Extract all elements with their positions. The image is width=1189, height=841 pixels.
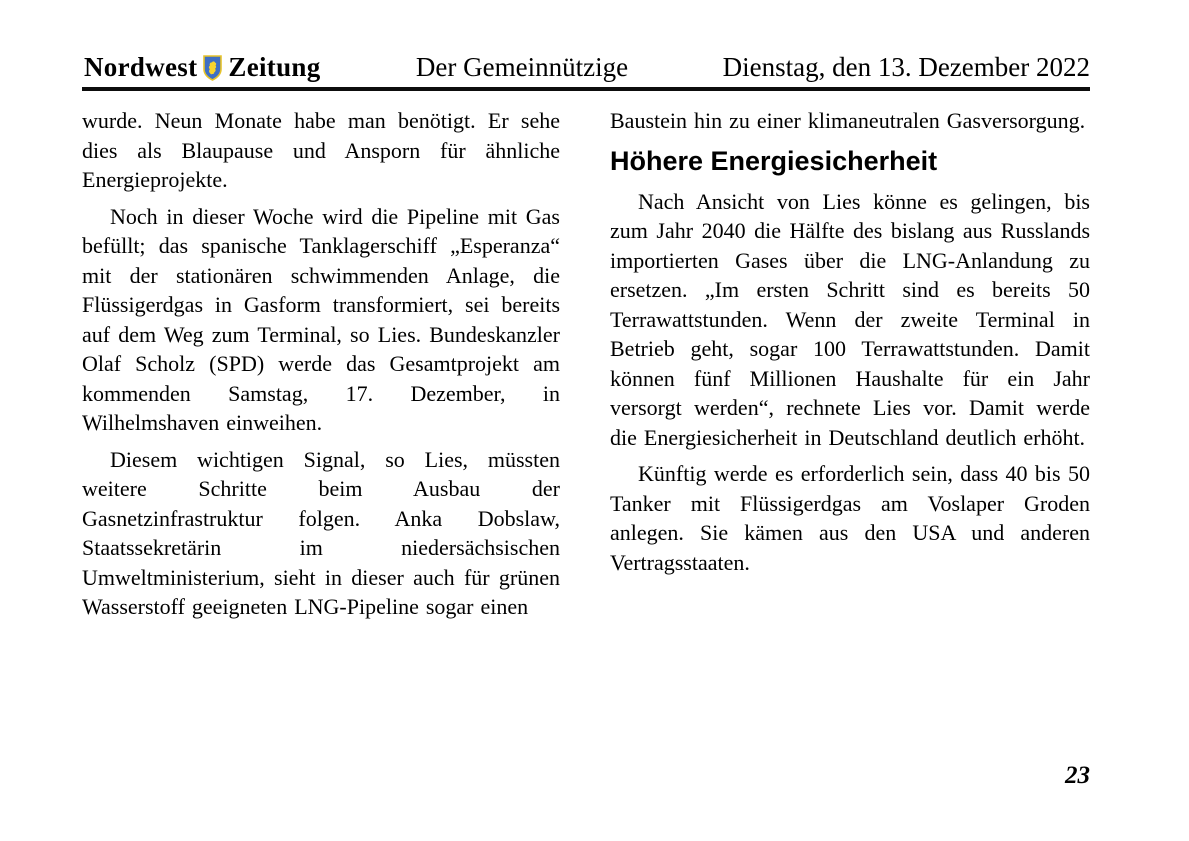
paragraph-continuation: Baustein hin zu einer klimaneutralen Gasversorgung.	[610, 108, 1086, 133]
paragraph: Nach Ansicht von Lies könne es gelingen, bis zum Jahr 2040 die Hälfte des bislang aus Russlands importierten Gases über die LNG-Anlandung zu ersetzen. „Im ersten Schritt sind es bereits 50 Terrawattstunden. Wenn der zweite Terminal in Betrieb geht, sogar 100 Terrawattstunden. Damit können fünf Millionen Haushalte für ein Jahr versorgt werden“, rechnete Lies vor. Damit werde die Energiesicherheit in Deutschland deutlich erhöht.	[610, 188, 1090, 450]
page-header	[82, 50, 1090, 83]
crest-shield-lion-icon	[203, 55, 222, 81]
paragraph: Noch in dieser Woche wird die Pipeline mit Gas befüllt; das spanische Tanklagerschiff „Esperanza“ mit der stationären schwimmenden Anlage, die Flüssigerdgas in Gasform transformiert, sei bereits auf dem Weg zum Terminal, so Lies. Bundeskanzler Olaf Scholz (SPD) werde das Gesamtprojekt am kommenden Samstag, 17. Dezember, in Wilhelmshaven einweihen.	[82, 203, 560, 435]
section-heading: Höhere Energiesicherheit	[610, 145, 938, 176]
article-column-left	[82, 106, 560, 629]
edition-date: Dienstag, den 13. Dezember 2022	[722, 52, 1090, 82]
masthead	[84, 52, 321, 83]
masthead-name-left: Nordwest	[84, 52, 198, 82]
paragraph: Künftig werde es erforderlich sein, dass 40 bis 50 Tanker mit Flüssigerdgas am Voslaper Groden anlegen. Sie kämen aus den USA und anderen Vertragsstaaten.	[610, 461, 1090, 575]
masthead-name-right: Zeitung	[228, 52, 321, 82]
paragraph: Diesem wichtigen Signal, so Lies, müssten weitere Schritte beim Ausbau der Gasnetzinfrastruktur folgen. Anka Dobslaw, Staatssekretärin im niedersächsischen Umweltministerium, sieht in dieser auch für grünen Wasserstoff geeigneten LNG-Pipeline sogar einen	[82, 446, 560, 619]
paragraph-continuation: wurde. Neun Monate habe man benötigt. Er sehe dies als Blaupause und Ansporn für ähnliche Energieprojekte.	[82, 108, 560, 192]
article-column-right	[610, 106, 1090, 584]
header-divider	[82, 87, 1090, 91]
page-number: 23	[1065, 762, 1090, 789]
edition-title: Der Gemeinnützige	[415, 52, 629, 82]
